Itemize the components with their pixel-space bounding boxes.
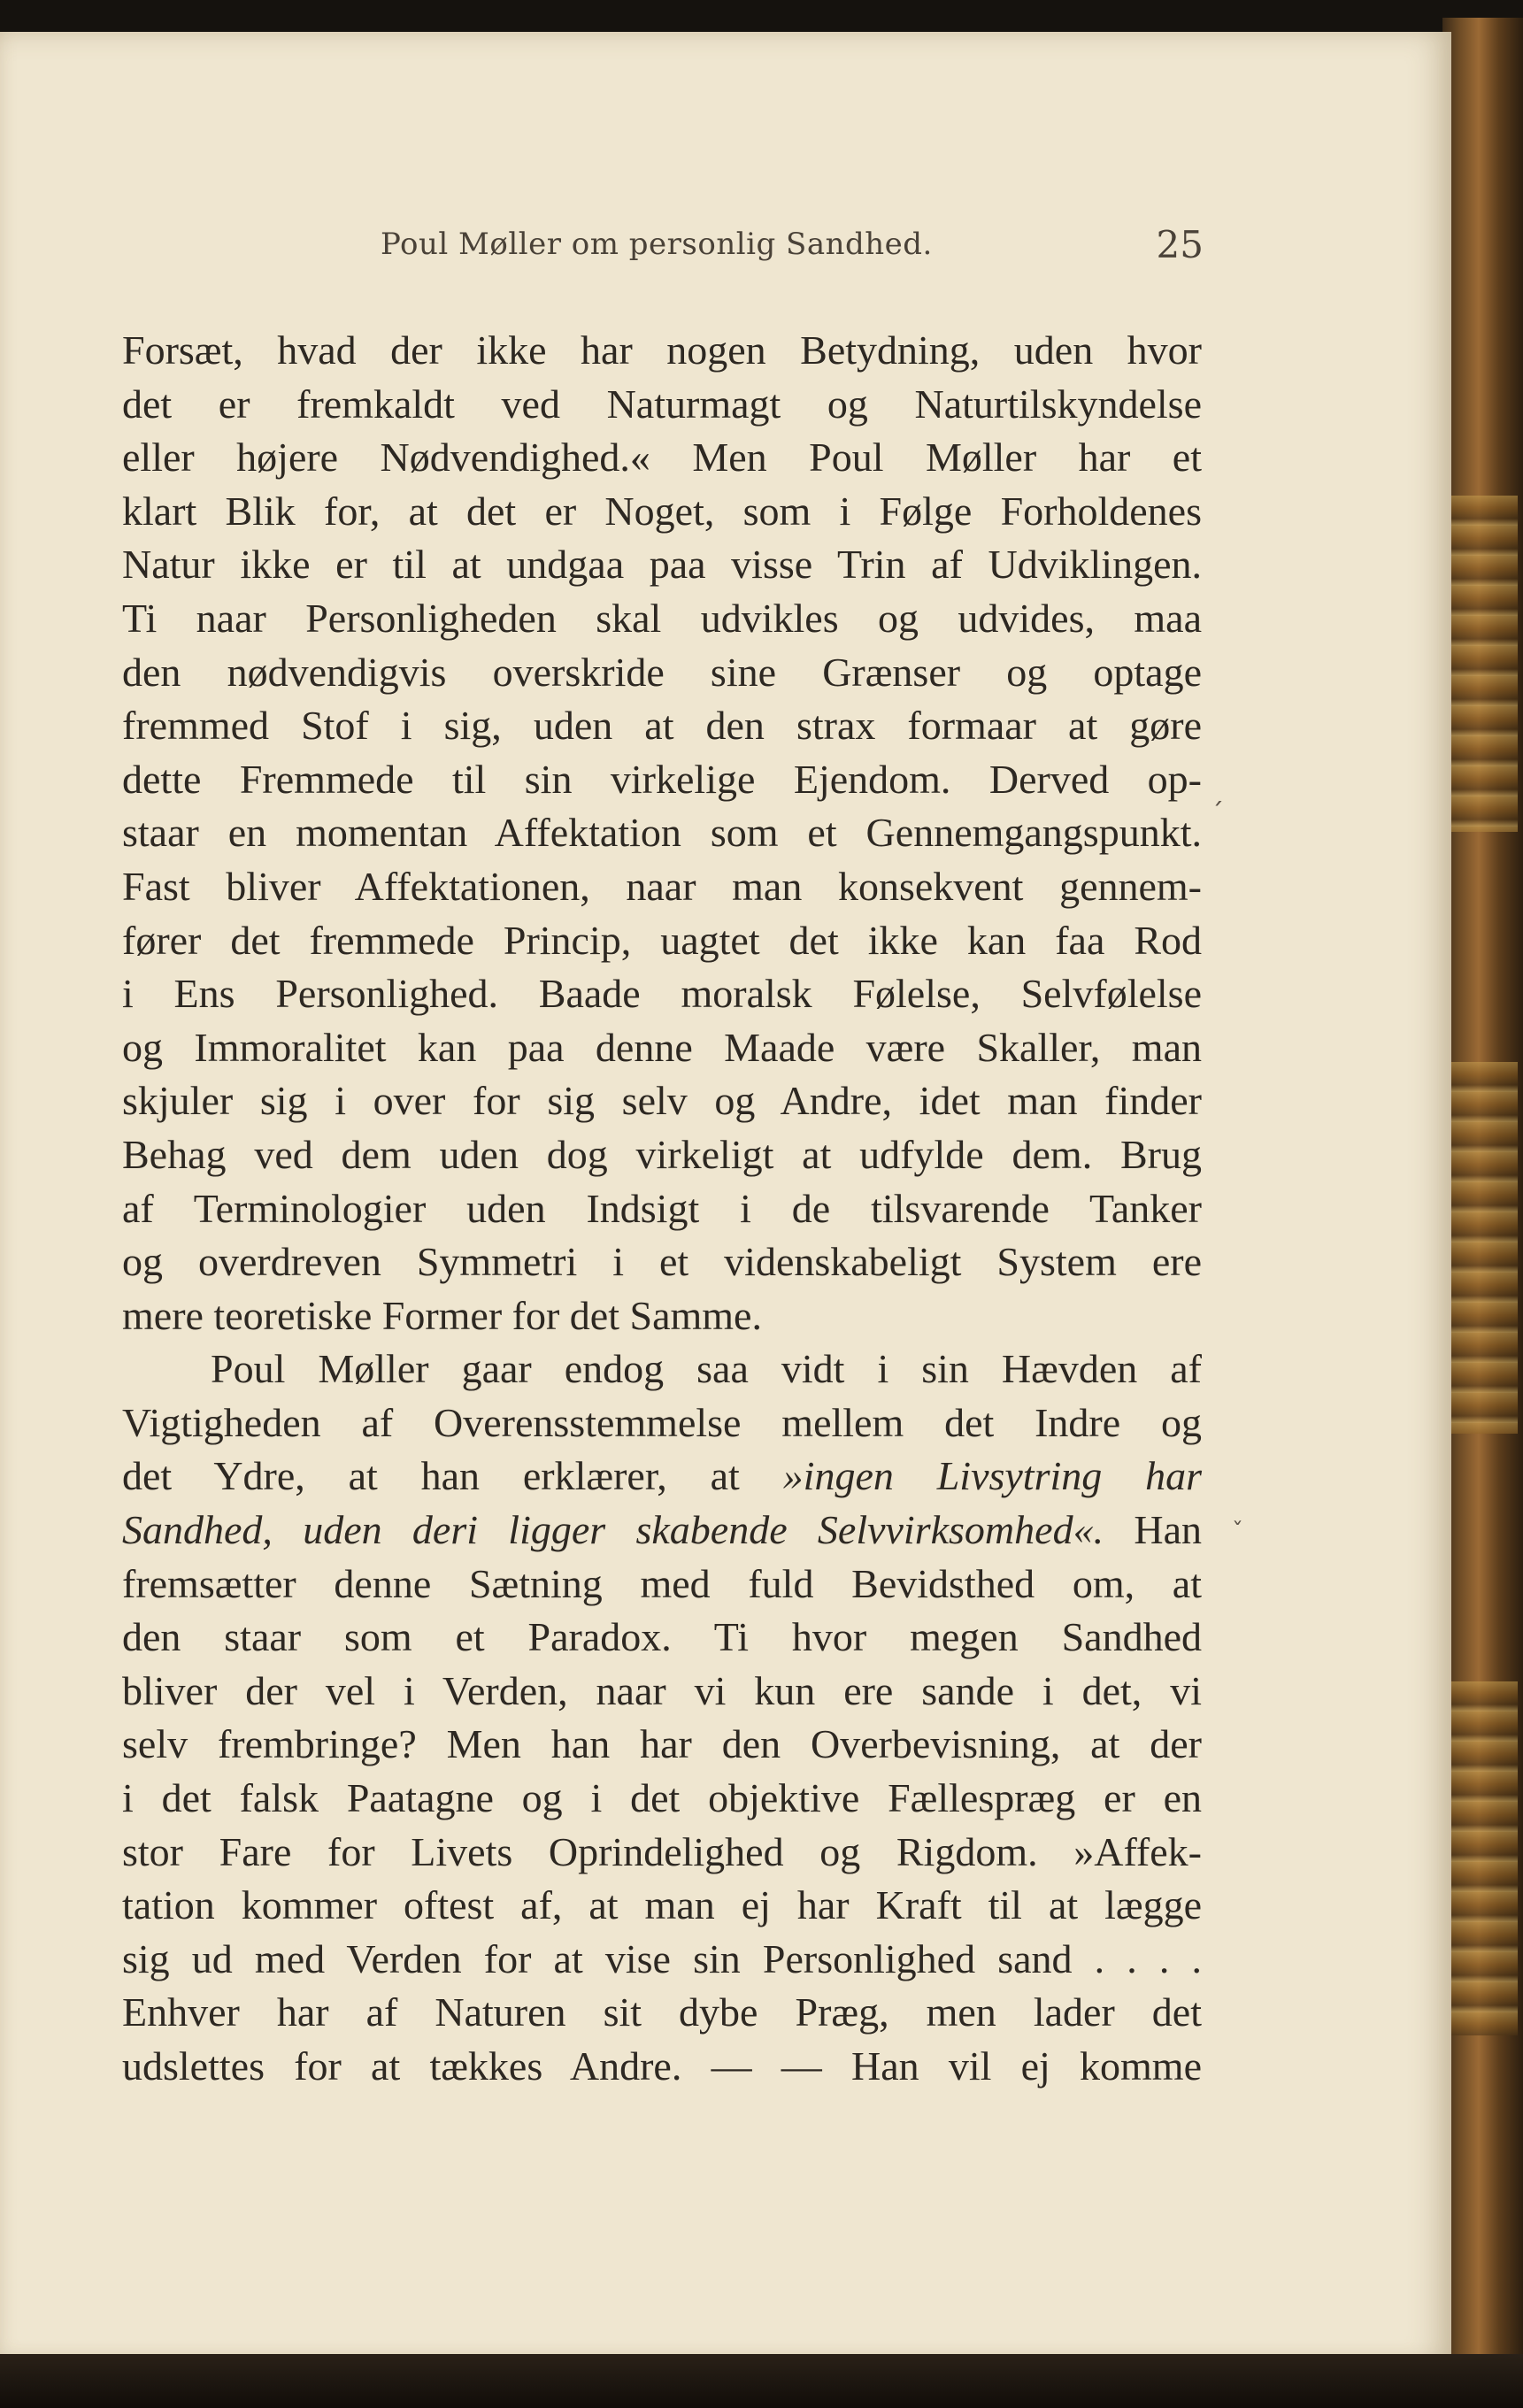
text-line: udslettes for at tækkes Andre. — — Han vil ej komme [122,2043,1202,2089]
book-page [0,32,1451,2368]
body-text [122,324,1202,2094]
paragraph-end-line: mere teoretiske Former for det Samme. [122,1292,762,1338]
text-line: den staar som et Paradox. Ti hvor megen Sandhed [122,1614,1202,1660]
text-line: skjuler sig i over for sig selv og Andre, idet man finder [122,1078,1202,1124]
spine-decoration [1451,496,1518,832]
text-line [122,1450,1202,1504]
text-line: stor Fare for Livets Oprindelighed og Rigdom. »Affek- [122,1828,1202,1874]
text-line: og overdreven Symmetri i et videnskabeligt System ere [122,1239,1202,1285]
text-line: dette Fremmede til sin virkelige Ejendom. Derved op- [122,756,1202,802]
text-line: den nødvendigvis overskride sine Grænser og optage [122,649,1202,695]
margin-tick-mark: ˇ [1232,1519,1243,1545]
page-header [381,223,1204,271]
running-head: Poul Møller om personlig Sandhed. [381,227,933,262]
text-line: Vigtigheden af Overensstemmelse mellem det Indre og [122,1399,1202,1445]
text-line: fremsætter denne Sætning med fuld Bevidsthed om, at [122,1560,1202,1606]
text-line: i det falsk Paatagne og i det objektive Fællespræg er en [122,1775,1202,1821]
text-line: Natur ikke er til at undgaa paa visse Trin af Udviklingen. [122,542,1202,588]
text-line [122,1504,1202,1558]
spine-decoration [1451,1681,1518,2035]
text-line: staar en momentan Affektation som et Gennemgangspunkt. [122,810,1202,856]
text-line: selv frembringe? Men han har den Overbevisning, at der [122,1721,1202,1767]
text-line: det er fremkaldt ved Naturmagt og Naturtilskyndelse [122,381,1202,427]
italic-quote-start: »ingen Livsytring har [782,1453,1202,1499]
text-segment: Han [1134,1507,1203,1553]
text-line: Enhver har af Naturen sit dybe Præg, men lader det [122,1989,1202,2035]
margin-accent-mark: ´ [1211,798,1224,829]
text-segment: det Ydre, at han erklærer, at [122,1453,740,1499]
text-line: Fast bliver Affektationen, naar man konsekvent gennem- [122,863,1202,909]
text-line: i Ens Personlighed. Baade moralsk Følelse, Selvfølelse [122,971,1202,1017]
text-line: fører det fremmede Princip, uagtet det ikke kan faa Rod [122,917,1202,963]
text-line: sig ud med Verden for at vise sin Personlighed sand . . . . [122,1935,1202,1981]
text-line: af Terminologier uden Indsigt i de tilsvarende Tanker [122,1185,1202,1231]
page-number: 25 [1156,223,1204,266]
italic-quote-end: Sandhed, uden deri ligger skabende Selvvirksomhed«. [122,1507,1104,1553]
page-bottom-edge [0,2354,1523,2408]
text-line: bliver der vel i Verden, naar vi kun ere sande i det, vi [122,1667,1202,1713]
text-line: eller højere Nødvendighed.« Men Poul Møller har et [122,435,1202,481]
text-line: fremmed Stof i sig, uden at den strax formaar at gøre [122,703,1202,749]
text-line: Behag ved dem uden dog virkeligt at udfylde dem. Brug [122,1131,1202,1177]
text-line: og Immoralitet kan paa denne Maade være Skaller, man [122,1024,1202,1070]
paragraph-start-line: Poul Møller gaar endog saa vidt i sin Hævden af [211,1346,1202,1392]
text-line: Ti naar Personligheden skal udvikles og udvides, maa [122,595,1202,641]
text-line: klart Blik for, at det er Noget, som i Følge Forholdenes [122,488,1202,534]
spine-decoration [1451,1062,1518,1434]
text-line: tation kommer oftest af, at man ej har Kraft til at lægge [122,1882,1202,1928]
text-line: Forsæt, hvad der ikke har nogen Betydning, uden hvor [122,327,1202,373]
